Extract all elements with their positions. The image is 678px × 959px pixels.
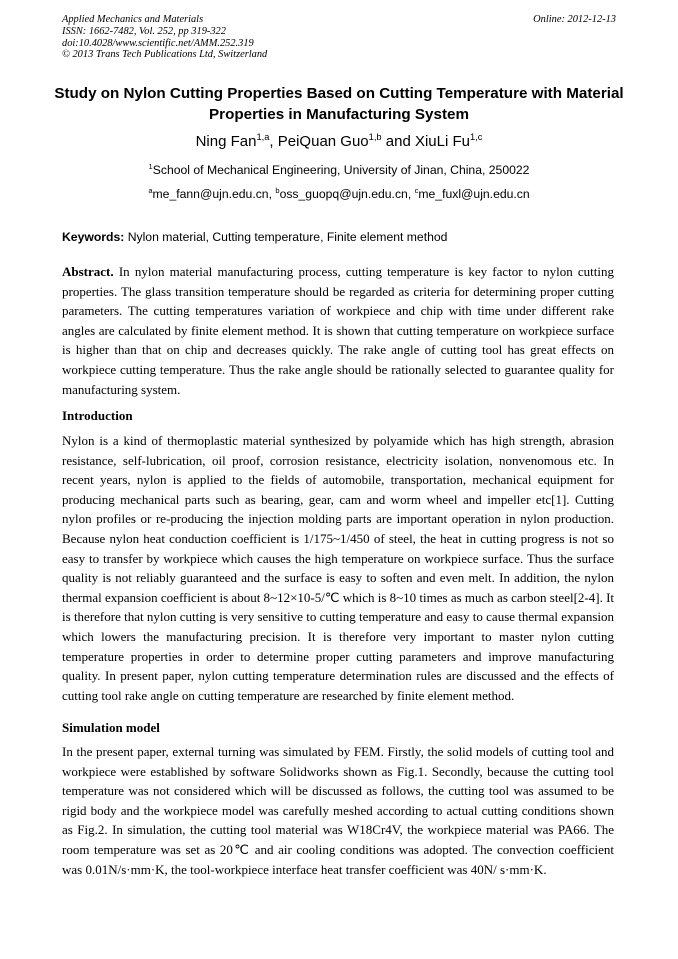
author-name: Ning Fan bbox=[195, 133, 257, 150]
email-superscript: a bbox=[148, 185, 153, 195]
keywords bbox=[62, 230, 447, 245]
section-heading: Introduction bbox=[62, 408, 133, 423]
author-name: PeiQuan Guo bbox=[277, 133, 369, 150]
abstract-text: In nylon material manufacturing process, cutting temperature is key factor to nylon cutting properties. The glass transition temperature should be regarded as criteria for determining proper cutting parameters. The cutting temperatures variation of workpiece and chip with time under different rake angles are calculated by finite element method. It is shown that cutting temperature on workpiece surface is higher than that on chip and decreases quickly. The rake angle of cutting tool has great effects on workpiece cutting temperature. Thus the rake angle should be rationally selected to guarantee quality for manufacturing system. bbox=[62, 264, 615, 397]
running-header bbox=[62, 14, 616, 61]
section-heading: Simulation model bbox=[62, 720, 160, 735]
section-body: In the present paper, external turning was simulated by FEM. Firstly, the solid models of cutting tool and workpiece were established by software Solidworks shown as Fig.1. Secondly, because the cutting tool temperature was not considered which will be discussed as follows, the cutting tool was assumed to be rigid body and the workpiece model was carefully meshed according to actual cutting conditions shown as Fig.2. In simulation, the cutting tool material was W18Cr4V, the workpiece material was PA66. The room temperature was set as 20℃ and air cooling conditions was adopted. The convection coefficient was 0.01N/s·mm·K, the tool-workpiece interface heat transfer coefficient was 40N/ s·mm·K. bbox=[62, 744, 614, 877]
abstract bbox=[62, 262, 614, 399]
keywords-label: Keywords: bbox=[62, 230, 125, 244]
author-superscript: 1,c bbox=[470, 132, 483, 142]
keywords-text: Nylon material, Cutting temperature, Finite element method bbox=[127, 230, 448, 244]
doi-line: doi:10.4028/www.scientific.net/AMM.252.319 bbox=[62, 37, 254, 49]
paper-title: Study on Nylon Cutting Properties Based on Cutting Temperature with Material Properties in Manufacturing System bbox=[54, 85, 624, 123]
affiliation bbox=[0, 163, 678, 178]
email-superscript: b bbox=[275, 185, 280, 195]
journal-name: Applied Mechanics and Materials bbox=[62, 14, 204, 25]
author-list: Ning Fan$^{1,a}$, PeiQuan Guo$^{1,b}$ and XiuLi Fu$^{1,c}$ bbox=[195, 132, 483, 150]
section-body: Nylon is a kind of thermoplastic material synthesized by polyamide which has high strength, abrasion resistance, self-lubrication, oil proof, corrosion resistance, electricity isolation, nonvenomous etc. In recent years, nylon is applied to the fields of automobile, transportation, mechanical equipment for producing mechanical parts such as bearing, gear, cam and worm wheel and impeller etc[1]. Cutting nylon profiles or re-producing the injection molding parts are important operation in nylon production. Because nylon heat conduction coefficient is 1/175~1/450 of steel, the heat in cutting progress is not so easy to transfer by workpiece which causes the high temperature on workpiece surface. Thus the surface quality is not reliably guaranteed and the surface is easy to soften and even melt. In addition, the nylon thermal expansion coefficient is about 8~12×10-5/℃ which is 8~10 times as much as carbon steel[2-4]. It is therefore that nylon cutting is very sensitive to cutting temperature and easy to cause thermal expansion which lowers the manufacturing precision. It is therefore very important to master nylon cutting temperature properties in order to determine proper cutting parameters and improve manufacturing quality. In present paper, nylon cutting temperature determination rules are discussed and the effects of cutting tool rake angle on cutting temperature are researched by finite element method. bbox=[62, 433, 615, 703]
author-name: XiuLi Fu bbox=[414, 133, 470, 150]
affiliation-superscript: 1 bbox=[148, 161, 153, 171]
affiliation-text: School of Mechanical Engineering, University of Jinan, China, 250022 bbox=[152, 163, 530, 177]
email-address: oss_guopq@ujn.edu.cn bbox=[279, 187, 408, 201]
abstract-label: Abstract. bbox=[62, 264, 114, 279]
email-address: me_fann@ujn.edu.cn bbox=[152, 187, 269, 201]
author-superscript: 1,b bbox=[368, 132, 382, 142]
issn-line: ISSN: 1662-7482, Vol. 252, pp 319-322 bbox=[62, 25, 226, 37]
author-superscript: 1,a bbox=[256, 132, 270, 142]
copyright-line: © 2013 Trans Tech Publications Ltd, Switzerland bbox=[62, 49, 268, 61]
email-list: $^a$me_fann@ujn.edu.cn, $^b$oss_guopq@ujn.edu.cn, $^c$me_fuxl@ujn.edu.cn bbox=[148, 185, 530, 201]
email-superscript: c bbox=[414, 185, 419, 195]
online-date: Online: 2012-12-13 bbox=[533, 14, 616, 25]
email-address: me_fuxl@ujn.edu.cn bbox=[418, 187, 530, 201]
